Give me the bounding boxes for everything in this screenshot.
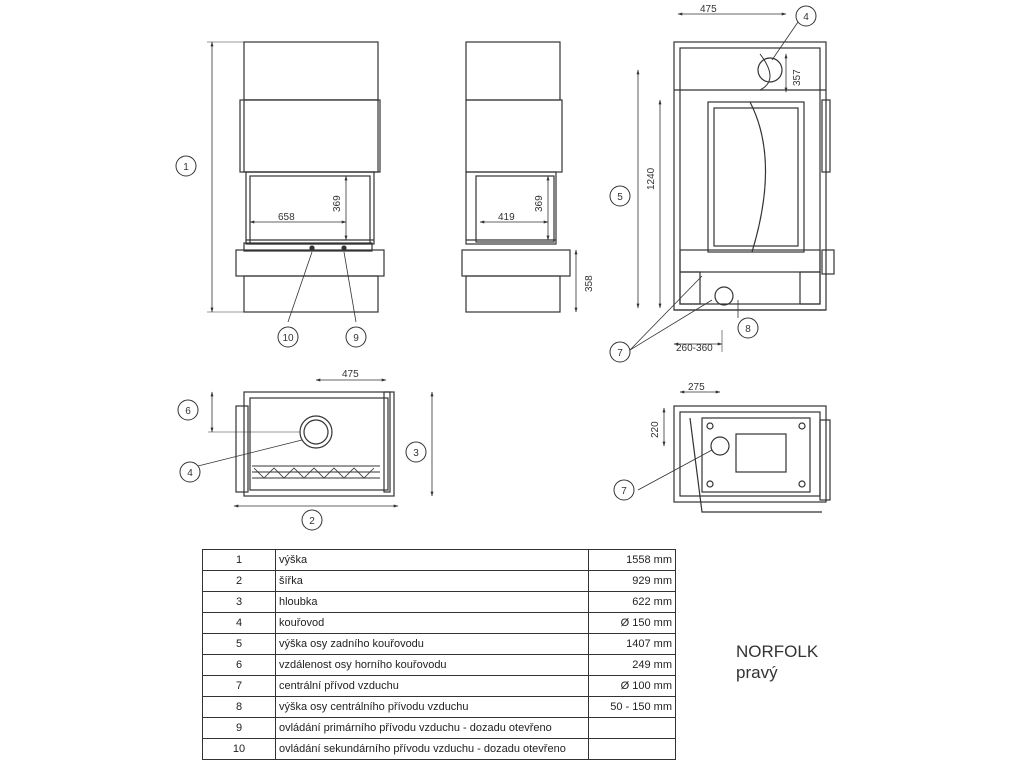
dim-top-flue-depth: 475 bbox=[700, 4, 717, 15]
dim-bottom-depth: 275 bbox=[688, 382, 705, 393]
dim-flue-offset: 357 bbox=[792, 69, 803, 86]
callout-9 bbox=[346, 327, 366, 347]
callout-7-section bbox=[610, 342, 630, 362]
callout-8 bbox=[738, 318, 758, 338]
front-view bbox=[207, 42, 384, 322]
specification-table bbox=[202, 549, 676, 760]
svg-text:5: 5 bbox=[617, 192, 623, 203]
callout-1 bbox=[176, 156, 196, 176]
table-row: 2 šířka 929 mm bbox=[203, 571, 676, 592]
svg-text:4: 4 bbox=[187, 468, 193, 479]
callout-10 bbox=[278, 327, 298, 347]
side-view bbox=[462, 42, 576, 312]
svg-text:9: 9 bbox=[353, 333, 359, 344]
table-row: 9 ovládání primárního přívodu vzduchu - dozadu otevřeno bbox=[203, 718, 676, 739]
table-row: 7 centrální přívod vzduchu Ø 100 mm bbox=[203, 676, 676, 697]
dim-bottom-offset: 220 bbox=[650, 421, 661, 438]
model-name: NORFOLK bbox=[736, 642, 819, 661]
dim-front-width: 658 bbox=[278, 212, 295, 223]
dim-side-width: 419 bbox=[498, 212, 515, 223]
svg-text:4: 4 bbox=[803, 12, 809, 23]
table-row: 4 kouřovod Ø 150 mm bbox=[203, 613, 676, 634]
dim-air-inlet-range: 260-360 bbox=[676, 343, 713, 354]
svg-text:10: 10 bbox=[282, 333, 294, 344]
callout-7-bottom bbox=[614, 480, 634, 500]
table-row: 5 výška osy zadního kouřovodu 1407 mm bbox=[203, 634, 676, 655]
dim-side-height: 369 bbox=[534, 195, 545, 212]
bottom-view bbox=[638, 392, 830, 512]
dim-plan-flue-depth: 475 bbox=[342, 369, 359, 380]
svg-text:6: 6 bbox=[185, 406, 191, 417]
callout-4-plan bbox=[180, 462, 200, 482]
dim-base-height: 358 bbox=[584, 275, 595, 292]
callout-5 bbox=[610, 186, 630, 206]
callout-3 bbox=[406, 442, 426, 462]
callout-2 bbox=[302, 510, 322, 530]
svg-text:2: 2 bbox=[309, 516, 315, 527]
table-row: 6 vzdálenost osy horního kouřovodu 249 mm bbox=[203, 655, 676, 676]
section-view bbox=[630, 14, 834, 352]
svg-text:7: 7 bbox=[621, 486, 627, 497]
svg-text:7: 7 bbox=[617, 348, 623, 359]
svg-text:3: 3 bbox=[413, 448, 419, 459]
callout-4-section bbox=[796, 6, 816, 26]
table-row: 1 výška 1558 mm bbox=[203, 550, 676, 571]
table-row: 8 výška osy centrálního přívodu vzduchu 50 - 150 mm bbox=[203, 697, 676, 718]
table-row: 3 hloubka 622 mm bbox=[203, 592, 676, 613]
model-title bbox=[736, 641, 818, 683]
dim-front-height: 369 bbox=[332, 195, 343, 212]
table-row: 10 ovládání sekundárního přívodu vzduchu - dozadu otevřeno bbox=[203, 739, 676, 760]
svg-text:1: 1 bbox=[183, 162, 189, 173]
model-variant: pravý bbox=[736, 663, 778, 682]
callout-6 bbox=[178, 400, 198, 420]
plan-view bbox=[198, 380, 432, 506]
dim-section-height: 1240 bbox=[646, 167, 657, 190]
svg-text:8: 8 bbox=[745, 324, 751, 335]
